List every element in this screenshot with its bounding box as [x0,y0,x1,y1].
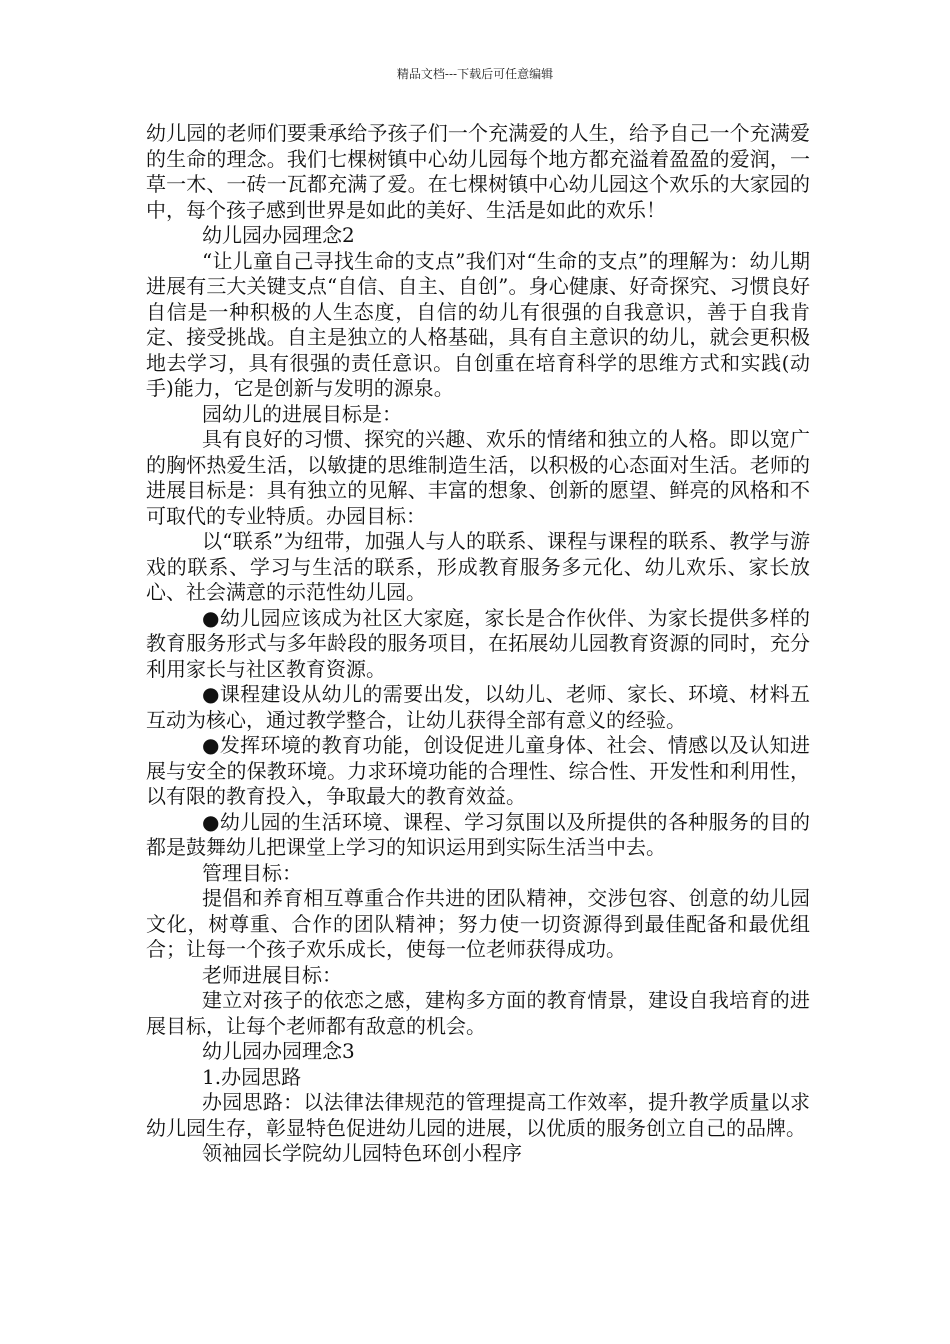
paragraph-child-goals: 具有良好的习惯、探究的兴趣、欢乐的情绪和独立的人格。即以宽广的胸怀热爱生活，以敏捷的思维制造生活，以积极的心态面对生活。老师的进展目标是：具有独立的见解、丰富的想象、创新的愿望、鲜亮的风格和不可取代的专业特质。办园目标： [146,427,810,528]
paragraph-connection: 以“联系”为纽带，加强人与人的联系、课程与课程的联系、教学与游戏的联系、学习与生活的联系，形成教育服务多元化、幼儿欢乐、家长放心、社会满意的示范性幼儿园。 [146,529,810,604]
paragraph-child-goals-label: 园幼儿的进展目标是： [202,401,402,426]
section-heading-philosophy-3: 幼儿园办园理念3 [202,1039,355,1063]
paragraph-teacher-goals: 建立对孩子的依恋之感，建构多方面的教育情景，建设自我培育的进展目标，让每个老师都有敌意的机会。 [146,988,810,1038]
paragraph-management-label: 管理目标： [202,860,302,885]
bullet-community: ●幼儿园应该成为社区大家庭，家长是合作伙伴、为家长提供多样的教育服务形式与多年龄段的服务项目，在拓展幼儿园教育资源的同时，充分利用家长与社区教育资源。 [146,605,810,681]
bullet-environment: ●发挥环境的教育功能，创设促进儿童身体、社会、情感以及认知进展与安全的保教环境。力求环境功能的合理性、综合性、开发性和利用性，以有限的教育投入，争取最大的教育效益。 [146,733,810,808]
bullet-curriculum: ●课程建设从幼儿的需要出发，以幼儿、老师、家长、环境、材料五互动为核心，通过教学整合，让幼儿获得全部有意义的经验。 [146,682,810,732]
document-body [146,121,810,1167]
bullet-life-environment: ●幼儿园的生活环境、课程、学习氛围以及所提供的各种服务的目的都是鼓舞幼儿把课堂上学习的知识运用到实际生活当中去。 [146,809,810,859]
paragraph-program: 领袖园长学院幼儿园特色环创小程序 [202,1141,522,1165]
page-header: 精品文档---下载后可任意编辑 [396,67,554,81]
paragraph-life-fulcrum: “让儿童自己寻找生命的支点”我们对“生命的支点”的理解为：幼儿期进展有三大关键支点“自信、自主、自创”。身心健康、好奇探究、习惯良好自信是一种积极的人生态度，自信的幼儿有很强的自我意识，善于自我肯定、接受挑战。自主是独立的人格基础，具有自主意识的幼儿，就会更积极地去学习，具有很强的责任意识。自创重在培育科学的思维方式和实践(动手)能力，它是创新与发明的源泉。 [146,248,810,400]
paragraph-approach-label: 1.办园思路 [202,1064,302,1089]
paragraph-teacher-goals-label: 老师进展目标： [202,962,342,987]
paragraph-intro: 幼儿园的老师们要秉承给予孩子们一个充满爱的人生，给予自己一个充满爱的生命的理念。我们七棵树镇中心幼儿园每个地方都充溢着盈盈的爱润，一草一木、一砖一瓦都充满了爱。在七棵树镇中心幼儿园这个欢乐的大家园的中，每个孩子感到世界是如此的美好、生活是如此的欢乐！ [146,121,810,222]
paragraph-management: 提倡和养育相互尊重合作共进的团队精神，交涉包容、创意的幼儿园文化，树尊重、合作的团队精神；努力使一切资源得到最佳配备和最优组合；让每一个孩子欢乐成长，使每一位老师获得成功。 [146,886,810,961]
section-heading-philosophy-2: 幼儿园办园理念2 [202,223,355,247]
paragraph-approach: 办园思路：以法律法律规范的管理提高工作效率，提升教学质量以求幼儿园生存，彰显特色促进幼儿园的进展，以优质的服务创立自己的品牌。 [146,1090,810,1140]
